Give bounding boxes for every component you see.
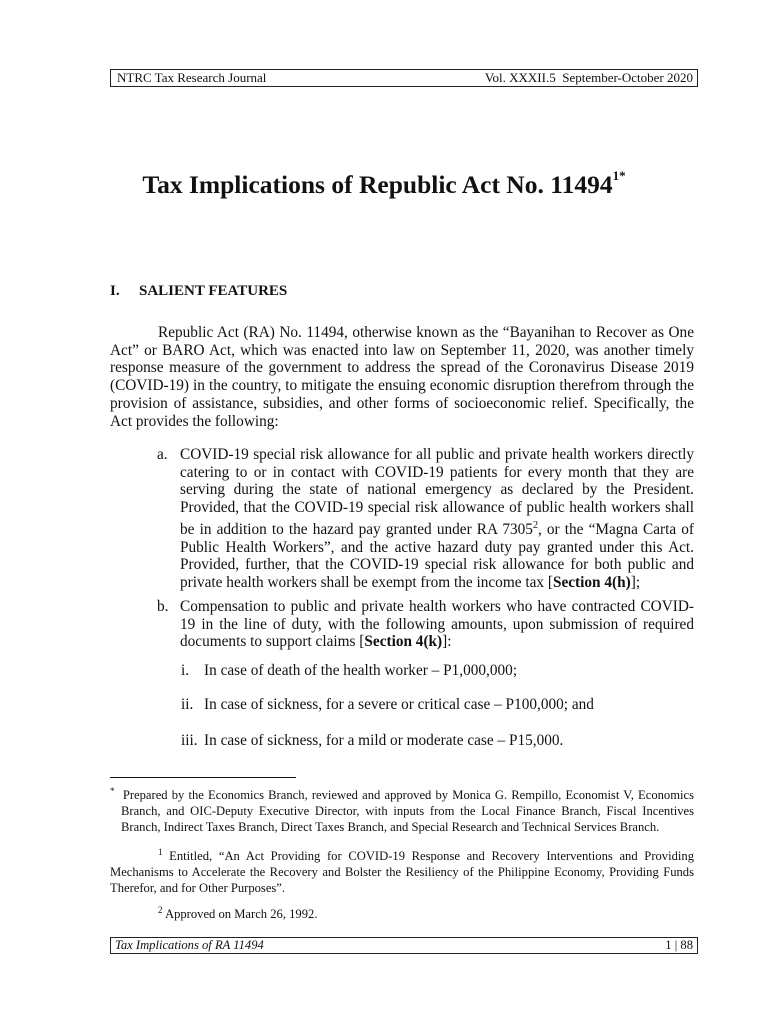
sub-item-i-text: In case of death of the health worker – P1,000,000; <box>204 662 518 679</box>
footer-title: Tax Implications of RA 11494 <box>115 938 264 952</box>
list-item-a-text <box>180 446 694 592</box>
journal-name: NTRC Tax Research Journal <box>117 70 267 85</box>
footnote-1 <box>110 845 694 897</box>
list-item-a <box>157 446 694 592</box>
page-number: 1 | 88 <box>665 938 693 952</box>
list-item-b-text <box>180 598 694 651</box>
sub-item-i-label: i. <box>181 662 190 679</box>
item-a-text-1: COVID-19 special risk allowance for all public and private health workers directly catering to or in contact with COVID-19 patients for every month that they are serving during the state of national emergency as declared by the President. Provided, that the COVID-19 special risk allowance of public health workers shall be in addition to the hazard pay granted under RA 7305 <box>180 446 694 538</box>
item-a-text-2: , or the “Magna Carta of Public Health Workers”, and the active hazard duty pay granted under this Act. Provided, further, that the COVID-19 special risk allowance for both public and private health workers shall be exempt from the income tax [ <box>180 520 694 592</box>
footnote-1-marker: 1 <box>158 847 163 857</box>
title-footnote-marker: 1* <box>612 168 626 183</box>
section-number: I. <box>110 283 120 299</box>
footnote-star-text: Prepared by the Economics Branch, reviewed and approved by Monica G. Rempillo, Economist V, Economics Branch, and OIC-Deputy Executive Director, with inputs from the Local Finance Branch, Fiscal Incentives Branch, Indirect Taxes Branch, Direct Taxes Branch, and Special Research and Technical Services Branch. <box>121 788 695 834</box>
footnote-1-text: Entitled, “An Act Providing for COVID-19 Response and Recovery Interventions and Providing Mechanisms to Accelerate the Recovery and Bolster the Resiliency of the Philippine Economy, Providing Funds Therefor, and for Other Purposes”. <box>110 849 694 895</box>
item-a-section-ref: Section 4(h) <box>552 574 631 592</box>
footnote-ref-2: 2 <box>532 519 538 531</box>
footnote-2 <box>110 903 694 923</box>
sub-item-ii-text: In case of sickness, for a severe or critical case – P100,000; and <box>204 696 594 713</box>
sub-item-iii-label: iii. <box>181 732 198 749</box>
section-heading-text: SALIENT FEATURES <box>139 283 288 299</box>
footnote-star <box>110 784 694 836</box>
list-item-a-label: a. <box>157 446 168 463</box>
sub-item-ii-label: ii. <box>181 696 194 713</box>
list-item-b <box>157 598 694 651</box>
page-title-text: Tax Implications of Republic Act No. 11494 <box>142 170 613 199</box>
sub-item-iii <box>181 732 563 750</box>
section-heading <box>110 283 287 300</box>
item-b-section-ref: Section 4(k) <box>364 633 443 651</box>
running-footer <box>110 937 698 954</box>
sub-item-iii-text: In case of sickness, for a mild or moderate case – P15,000. <box>204 732 564 749</box>
list-item-b-label: b. <box>157 598 169 615</box>
sub-item-ii <box>181 696 594 714</box>
page-title <box>0 170 768 200</box>
intro-paragraph <box>110 324 694 430</box>
intro-text: Republic Act (RA) No. 11494, otherwise known as the “Bayanihan to Recover as One Act” or BARO Act, which was enacted into law on September 11, 2020, was another timely response measure of the government to address the spread of the Coronavirus Disease 2019 (COVID-19) in the country, to mitigate the ensuing economic disruption therefrom through the provision of assistance, subsidies, and other forms of socioeconomic relief. Specifically, the Act provides the following: <box>110 324 694 430</box>
item-b-text-2: ]: <box>442 633 452 651</box>
running-header <box>110 69 698 87</box>
sub-item-i <box>181 662 517 680</box>
item-b-text-1: Compensation to public and private health workers who have contracted COVID-19 in the line of duty, with the following amounts, upon submission of required documents to support claims [ <box>180 598 694 651</box>
issue-info: Vol. XXXII.5 September-October 2020 <box>484 70 693 85</box>
item-a-text-3: ]; <box>630 574 641 592</box>
footnote-2-marker: 2 <box>158 905 163 915</box>
footnote-star-marker: * <box>110 786 115 796</box>
footnote-2-text: Approved on March 26, 1992. <box>164 907 318 922</box>
footnote-separator <box>110 777 296 778</box>
